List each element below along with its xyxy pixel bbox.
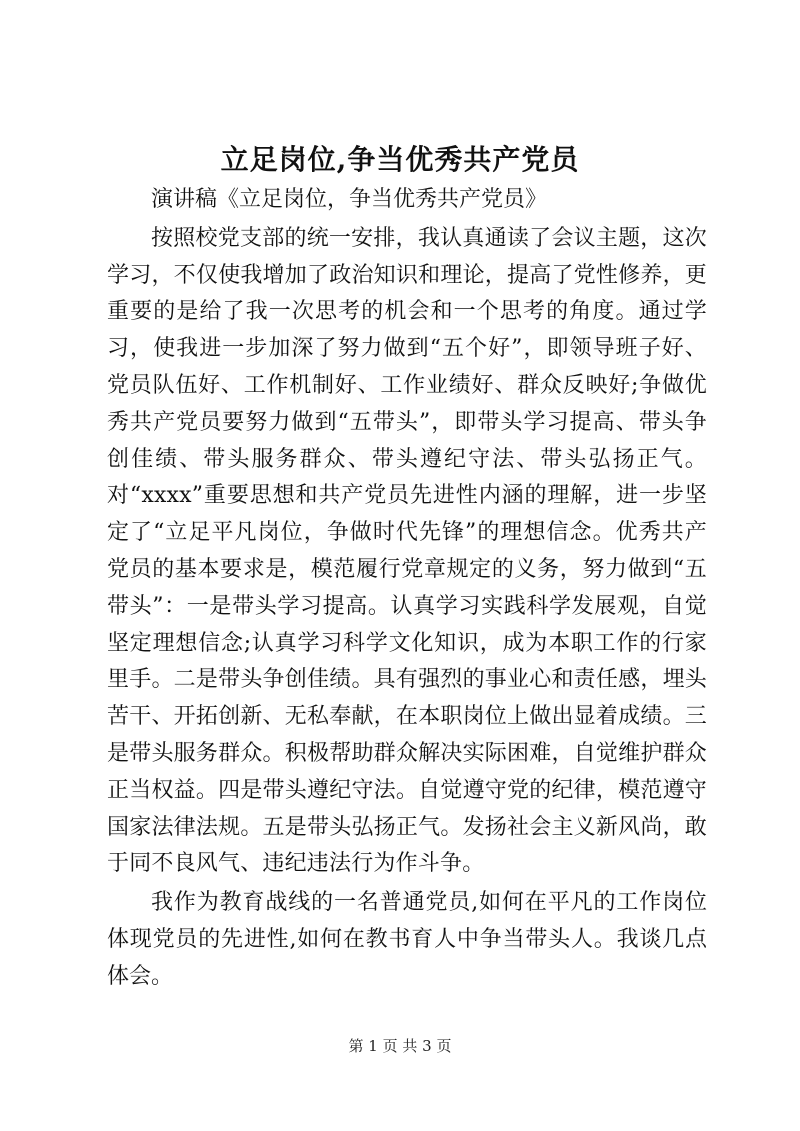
speech-subtitle: 演讲稿《立足岗位，争当优秀共产党员》 — [151, 187, 548, 212]
paragraph-2: 我作为教育战线的一名普通党员,如何在平凡的工作岗位体现党员的先进性,如何在教书育人中争当带头人。我谈几点体会。 — [107, 890, 707, 989]
document-body — [107, 182, 707, 996]
document-title: 立足岗位,争当优秀共产党员 — [220, 143, 580, 176]
page-footer: 第 1 页 共 3 页 — [348, 1037, 452, 1055]
paragraph-1: 按照校党支部的统一安排，我认真通读了会议主题，这次学习，不仅使我增加了政治知识和理论，提高了党性修养，更重要的是给了我一次思考的机会和一个思考的角度。通过学习，使我进一步加深了努力做到“五个好”，即领导班子好、党员队伍好、工作机制好、工作业绩好、群众反映好;争做优秀共产党员要努力做到“五带头”，即带头学习提高、带头争创佳绩、带头服务群众、带头遵纪守法、带头弘扬正气。对“xxxx”重要思想和共产党员先进性内涵的理解，进一步坚定了“立足平凡岗位，争做时代先锋”的理想信念。优秀共产党员的基本要求是，模范履行党章规定的义务，努力做到“五带头”：一是带头学习提高。认真学习实践科学发展观，自觉坚定理想信念;认真学习科学文化知识，成为本职工作的行家里手。二是带头争创佳绩。具有强烈的事业心和责任感，埋头苦干、开拓创新、无私奉献，在本职岗位上做出显着成绩。三是带头服务群众。积极帮助群众解决实际困难，自觉维护群众正当权益。四是带头遵纪守法。自觉遵守党的纪律，模范遵守国家法律法规。五是带头弘扬正气。发扬社会主义新风尚，敢于同不良风气、违纪违法行为作斗争。 — [107, 225, 707, 877]
